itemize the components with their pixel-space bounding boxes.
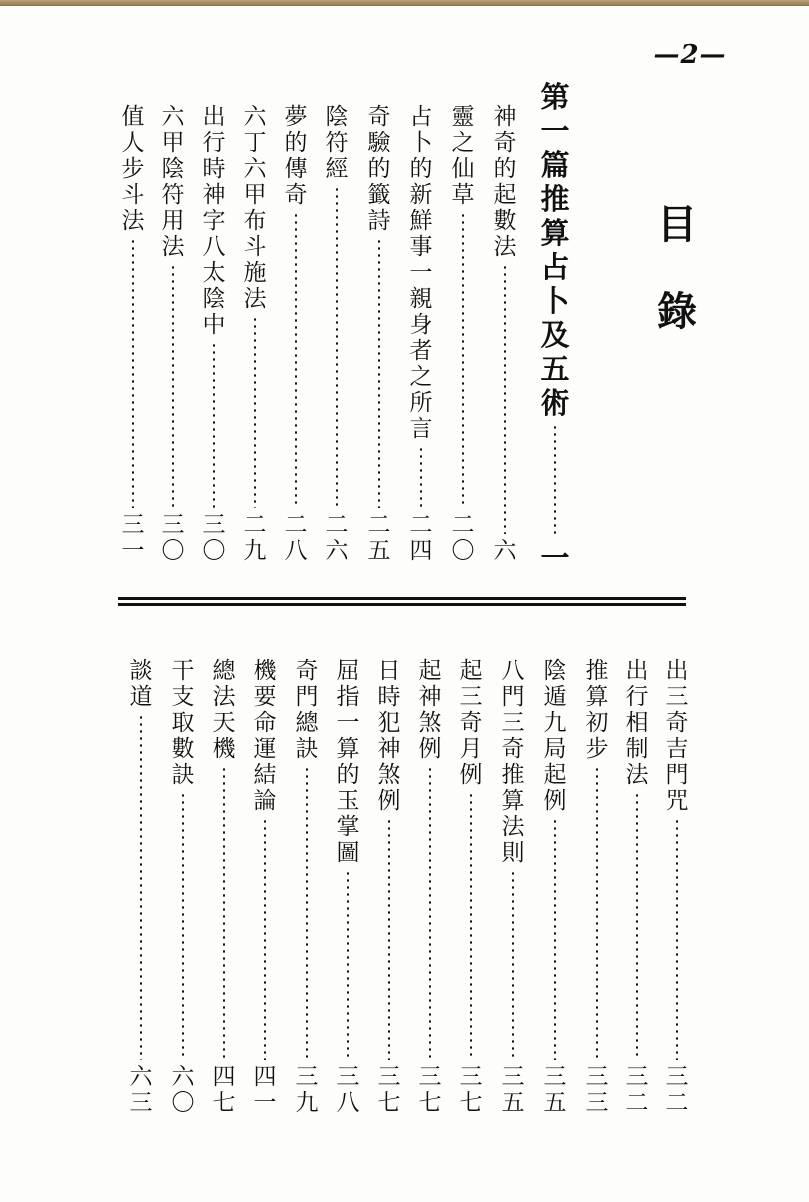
toc-entry[interactable]	[331, 658, 365, 1116]
dot-leader	[596, 766, 598, 1060]
entry-title: 八門三奇推算法則	[501, 658, 525, 866]
toc-entry[interactable]	[538, 658, 572, 1116]
dot-leader	[512, 870, 514, 1060]
toc-entry[interactable]	[166, 658, 200, 1116]
dot-leader	[347, 870, 349, 1060]
entry-page: 三〇	[202, 512, 226, 564]
toc-entry[interactable]	[372, 658, 406, 1116]
dot-leader	[172, 264, 174, 508]
dot-leader	[504, 264, 506, 534]
entry-title: 出行相制法	[625, 658, 649, 788]
entry-page: 四一	[253, 1064, 277, 1116]
entry-page: 二六	[325, 512, 349, 564]
entry-title: 日時犯神煞例	[377, 658, 401, 814]
entry-page: 二五	[367, 512, 391, 564]
entry-page: 三二	[625, 1064, 649, 1116]
top-border	[0, 0, 809, 6]
entry-title: 陰符經	[325, 104, 349, 182]
toc-entry[interactable]	[320, 104, 354, 564]
entry-title: 靈之仙草	[451, 104, 475, 208]
entry-page: 三一	[121, 512, 145, 564]
toc-entry[interactable]	[207, 658, 241, 1116]
entry-page: 二四	[409, 512, 433, 564]
entry-page: 三三	[585, 1064, 609, 1116]
dot-leader	[223, 766, 225, 1060]
entry-page: 三五	[543, 1064, 567, 1116]
entry-page: 三七	[377, 1064, 401, 1116]
chapter-title: 第一篇 推算占卜及五術	[540, 80, 570, 420]
entry-page: 三七	[418, 1064, 442, 1116]
dot-leader	[388, 818, 390, 1060]
dot-leader	[132, 238, 134, 508]
toc-entry[interactable]	[156, 104, 190, 564]
toc-entry[interactable]	[660, 658, 694, 1116]
entry-page: 六〇	[171, 1064, 195, 1116]
dot-leader	[462, 212, 464, 508]
entry-title: 起三奇月例	[459, 658, 483, 788]
dot-leader	[636, 792, 638, 1060]
dot-leader	[554, 424, 556, 537]
entry-page: 三七	[459, 1064, 483, 1116]
entry-title: 占卜的新鮮事一親身者之所言	[409, 104, 433, 442]
dot-leader	[554, 818, 556, 1060]
toc-entry[interactable]	[238, 104, 272, 564]
entry-page: 四七	[212, 1064, 236, 1116]
heading-char-mu: 目	[657, 202, 697, 248]
dot-leader	[254, 316, 256, 508]
entry-title: 干支取數訣	[171, 658, 195, 788]
dot-leader	[336, 186, 338, 508]
entry-title: 奇門總訣	[295, 658, 319, 762]
entry-page: 三〇	[161, 512, 185, 564]
toc-entry[interactable]	[116, 104, 150, 564]
entry-page: 三八	[336, 1064, 360, 1116]
toc-entry[interactable]	[124, 658, 158, 1116]
toc-entry[interactable]	[362, 104, 396, 564]
toc-entry[interactable]	[248, 658, 282, 1116]
entry-title: 屈指一算的玉掌圖	[336, 658, 360, 866]
entry-title: 值人步斗法	[121, 104, 145, 234]
entry-title: 神奇的起數法	[493, 104, 517, 260]
chapter-page: 一	[540, 541, 570, 575]
toc-entry[interactable]	[197, 104, 231, 564]
dot-leader	[420, 446, 422, 508]
entry-title: 六丁六甲布斗施法	[243, 104, 267, 312]
page-number: —2—	[653, 40, 727, 70]
dot-leader	[182, 792, 184, 1060]
entry-page: 二〇	[451, 512, 475, 564]
entry-page: 三九	[295, 1064, 319, 1116]
dot-leader	[378, 238, 380, 508]
entry-title: 推算初步	[585, 658, 609, 762]
dot-leader	[429, 766, 431, 1060]
toc-entry[interactable]	[446, 104, 480, 564]
toc-entry[interactable]	[413, 658, 447, 1116]
entry-page: 二八	[284, 512, 308, 564]
entry-title: 六甲陰符用法	[161, 104, 185, 260]
dot-leader	[140, 714, 142, 1060]
toc-entry[interactable]	[279, 104, 313, 564]
toc-entry[interactable]	[404, 104, 438, 564]
entry-page: 三二	[665, 1064, 689, 1116]
entry-title: 總法天機	[212, 658, 236, 762]
toc-entry[interactable]	[454, 658, 488, 1116]
section-divider	[118, 597, 686, 606]
toc-entry[interactable]	[580, 658, 614, 1116]
dot-leader	[306, 766, 308, 1060]
entry-title: 夢的傳奇	[284, 104, 308, 208]
toc-entry[interactable]	[620, 658, 654, 1116]
heading-char-lu: 錄	[657, 289, 697, 335]
dot-leader	[264, 818, 266, 1060]
dot-leader	[295, 212, 297, 508]
entry-title: 出三奇吉門咒	[665, 658, 689, 814]
entry-page: 二九	[243, 512, 267, 564]
entry-title: 奇驗的籤詩	[367, 104, 391, 234]
toc-entry[interactable]	[290, 658, 324, 1116]
entry-title: 起神煞例	[418, 658, 442, 762]
toc-entry[interactable]	[496, 658, 530, 1116]
entry-page: 六三	[129, 1064, 153, 1116]
entry-title: 出行時神字八太陰中	[202, 104, 226, 338]
entry-title: 陰遁九局起例	[543, 658, 567, 814]
dot-leader	[676, 818, 678, 1060]
toc-entry[interactable]	[488, 104, 522, 564]
dot-leader	[213, 342, 215, 508]
entry-page: 三五	[501, 1064, 525, 1116]
dot-leader	[470, 792, 472, 1060]
toc-chapter[interactable]	[538, 80, 572, 575]
entry-page: 六	[493, 538, 517, 564]
entry-title: 談道	[129, 658, 153, 710]
entry-title: 機要命運結論	[253, 658, 277, 814]
